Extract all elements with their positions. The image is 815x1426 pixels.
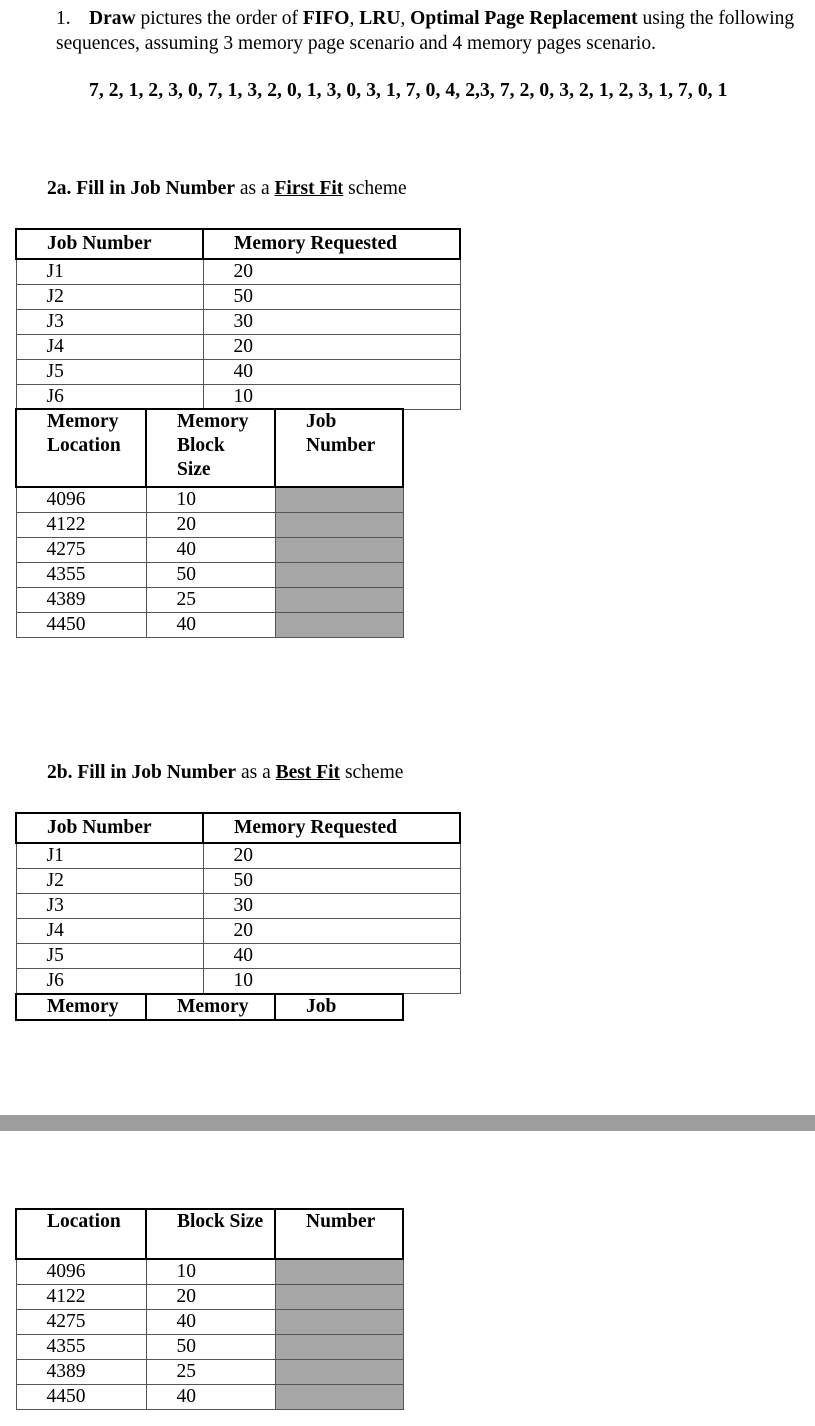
requested-cell: 50 xyxy=(203,869,460,894)
location-cell: 4355 xyxy=(16,1335,146,1360)
job-cell: J4 xyxy=(16,919,203,944)
col-header-memory-requested: Memory Requested xyxy=(203,229,460,259)
table-row xyxy=(16,1335,403,1360)
col-header-memory: Memory xyxy=(16,994,146,1020)
col-header-memory-location xyxy=(16,409,146,487)
table-row xyxy=(16,1360,403,1385)
block-size-cell: 40 xyxy=(146,1310,275,1335)
table-row xyxy=(16,310,460,335)
table-row xyxy=(16,869,460,894)
job-number-answer-cell[interactable] xyxy=(275,1385,403,1410)
job-cell: J3 xyxy=(16,894,203,919)
col-header-block-size: Block Size xyxy=(146,1209,275,1259)
table-row xyxy=(16,944,460,969)
table-header-row xyxy=(16,409,403,487)
col-header-memory: Memory xyxy=(146,994,275,1020)
block-size-cell: 10 xyxy=(146,487,275,513)
col-header-memory-block-size xyxy=(146,409,275,487)
block-size-cell: 50 xyxy=(146,563,275,588)
job-cell: J1 xyxy=(16,259,203,285)
table-row xyxy=(16,538,403,563)
table-row xyxy=(16,335,460,360)
block-size-cell: 20 xyxy=(146,513,275,538)
table-row xyxy=(16,969,460,994)
q1-text: pictures the order of xyxy=(135,8,303,29)
header-line: Block xyxy=(177,435,225,456)
heading-text: scheme xyxy=(340,762,404,783)
col-header-number: Number xyxy=(275,1209,403,1259)
job-number-answer-cell[interactable] xyxy=(275,1259,403,1285)
job-number-answer-cell[interactable] xyxy=(275,487,403,513)
table-row xyxy=(16,385,460,410)
requested-cell: 10 xyxy=(203,969,460,994)
col-header-memory-requested: Memory Requested xyxy=(203,813,460,843)
header-line: Location xyxy=(47,435,121,456)
question-number: 1. xyxy=(56,8,71,29)
col-header-job: Job xyxy=(275,994,403,1020)
block-size-cell: 25 xyxy=(146,588,275,613)
requested-cell: 40 xyxy=(203,360,460,385)
block-size-cell: 40 xyxy=(146,613,275,638)
block-size-cell: 25 xyxy=(146,1360,275,1385)
requested-cell: 20 xyxy=(203,335,460,360)
job-number-answer-cell[interactable] xyxy=(275,1335,403,1360)
table-row xyxy=(16,919,460,944)
q1-word-draw: Draw xyxy=(89,8,136,29)
requested-cell: 30 xyxy=(203,310,460,335)
location-cell: 4122 xyxy=(16,513,146,538)
table-row xyxy=(16,1285,403,1310)
requested-cell: 50 xyxy=(203,285,460,310)
block-size-cell: 50 xyxy=(146,1335,275,1360)
header-line: Size xyxy=(177,459,211,480)
location-cell: 4450 xyxy=(16,613,146,638)
col-header-location: Location xyxy=(16,1209,146,1259)
requested-cell: 20 xyxy=(203,919,460,944)
q1-text: , xyxy=(349,8,360,29)
table-header-row xyxy=(16,813,460,843)
heading-underlined: First Fit xyxy=(274,178,344,199)
job-table-2b xyxy=(15,812,461,994)
requested-cell: 10 xyxy=(203,385,460,410)
question-1 xyxy=(56,6,811,56)
heading-text: scheme xyxy=(343,178,407,199)
table-row xyxy=(16,894,460,919)
location-cell: 4450 xyxy=(16,1385,146,1410)
job-cell: J5 xyxy=(16,360,203,385)
table-row xyxy=(16,563,403,588)
job-cell: J1 xyxy=(16,843,203,869)
location-cell: 4275 xyxy=(16,538,146,563)
block-size-cell: 40 xyxy=(146,1385,275,1410)
requested-cell: 30 xyxy=(203,894,460,919)
requested-cell: 20 xyxy=(203,259,460,285)
header-line: Memory xyxy=(177,411,249,432)
location-cell: 4389 xyxy=(16,588,146,613)
heading-text: as a xyxy=(236,762,276,783)
job-number-answer-cell[interactable] xyxy=(275,1310,403,1335)
block-size-cell: 40 xyxy=(146,538,275,563)
page-break-band xyxy=(0,1115,815,1131)
header-line: Number xyxy=(306,435,376,456)
table-row xyxy=(16,285,460,310)
col-header-job-number xyxy=(275,409,403,487)
location-cell: 4096 xyxy=(16,1259,146,1285)
job-number-answer-cell[interactable] xyxy=(275,513,403,538)
table-row xyxy=(16,513,403,538)
table-row xyxy=(16,843,460,869)
q1-text: using the following sequences, assuming 3 memory page scenario and 4 memory pages scenario. xyxy=(56,8,795,54)
job-number-answer-cell[interactable] xyxy=(275,538,403,563)
job-cell: J5 xyxy=(16,944,203,969)
reference-sequence: 7, 2, 1, 2, 3, 0, 7, 1, 3, 2, 0, 1, 3, 0, 3, 1, 7, 0, 4, 2,3, 7, 2, 0, 3, 2, 1, 2, 3, 1, 7, 0, 1 xyxy=(89,80,728,101)
location-cell: 4355 xyxy=(16,563,146,588)
job-number-answer-cell[interactable] xyxy=(275,588,403,613)
job-table-2a xyxy=(15,228,461,410)
job-cell: J3 xyxy=(16,310,203,335)
q1-lru: LRU xyxy=(359,8,401,29)
table-header-row xyxy=(16,229,460,259)
job-cell: J2 xyxy=(16,285,203,310)
memory-table-2b xyxy=(15,1208,404,1410)
table-row xyxy=(16,1385,403,1410)
table-row xyxy=(16,360,460,385)
q1-fifo: FIFO xyxy=(302,8,350,29)
memory-table-2a xyxy=(15,408,404,638)
job-number-answer-cell[interactable] xyxy=(275,1360,403,1385)
location-cell: 4389 xyxy=(16,1360,146,1385)
job-number-answer-cell[interactable] xyxy=(275,563,403,588)
block-size-cell: 20 xyxy=(146,1285,275,1310)
heading-text: as a xyxy=(234,178,275,199)
location-cell: 4096 xyxy=(16,487,146,513)
table-row xyxy=(16,259,460,285)
table-row xyxy=(16,613,403,638)
header-line: Memory xyxy=(47,411,119,432)
table-row xyxy=(16,487,403,513)
table-row xyxy=(16,1259,403,1285)
table-header-row xyxy=(16,994,403,1020)
location-cell: 4275 xyxy=(16,1310,146,1335)
heading-underlined: Best Fit xyxy=(275,762,341,783)
requested-cell: 40 xyxy=(203,944,460,969)
section-2a-heading xyxy=(47,178,407,200)
block-size-cell: 10 xyxy=(146,1259,275,1285)
q1-optimal: Optimal Page Replacement xyxy=(410,8,638,29)
col-header-job-number: Job Number xyxy=(16,813,203,843)
table-row xyxy=(16,588,403,613)
job-cell: J2 xyxy=(16,869,203,894)
job-number-answer-cell[interactable] xyxy=(275,1285,403,1310)
requested-cell: 20 xyxy=(203,843,460,869)
section-2b-heading xyxy=(47,762,403,784)
table-header-row xyxy=(16,1209,403,1259)
job-number-answer-cell[interactable] xyxy=(275,613,403,638)
location-cell: 4122 xyxy=(16,1285,146,1310)
job-cell: J4 xyxy=(16,335,203,360)
job-cell: J6 xyxy=(16,385,203,410)
memory-table-2b-top xyxy=(15,993,404,1021)
heading-bold: 2b. Fill in Job Number xyxy=(47,762,237,783)
q1-text: , xyxy=(400,8,411,29)
heading-bold: 2a. Fill in Job Number xyxy=(47,178,235,199)
job-cell: J6 xyxy=(16,969,203,994)
col-header-job-number: Job Number xyxy=(16,229,203,259)
header-line: Job xyxy=(306,411,337,432)
table-row xyxy=(16,1310,403,1335)
